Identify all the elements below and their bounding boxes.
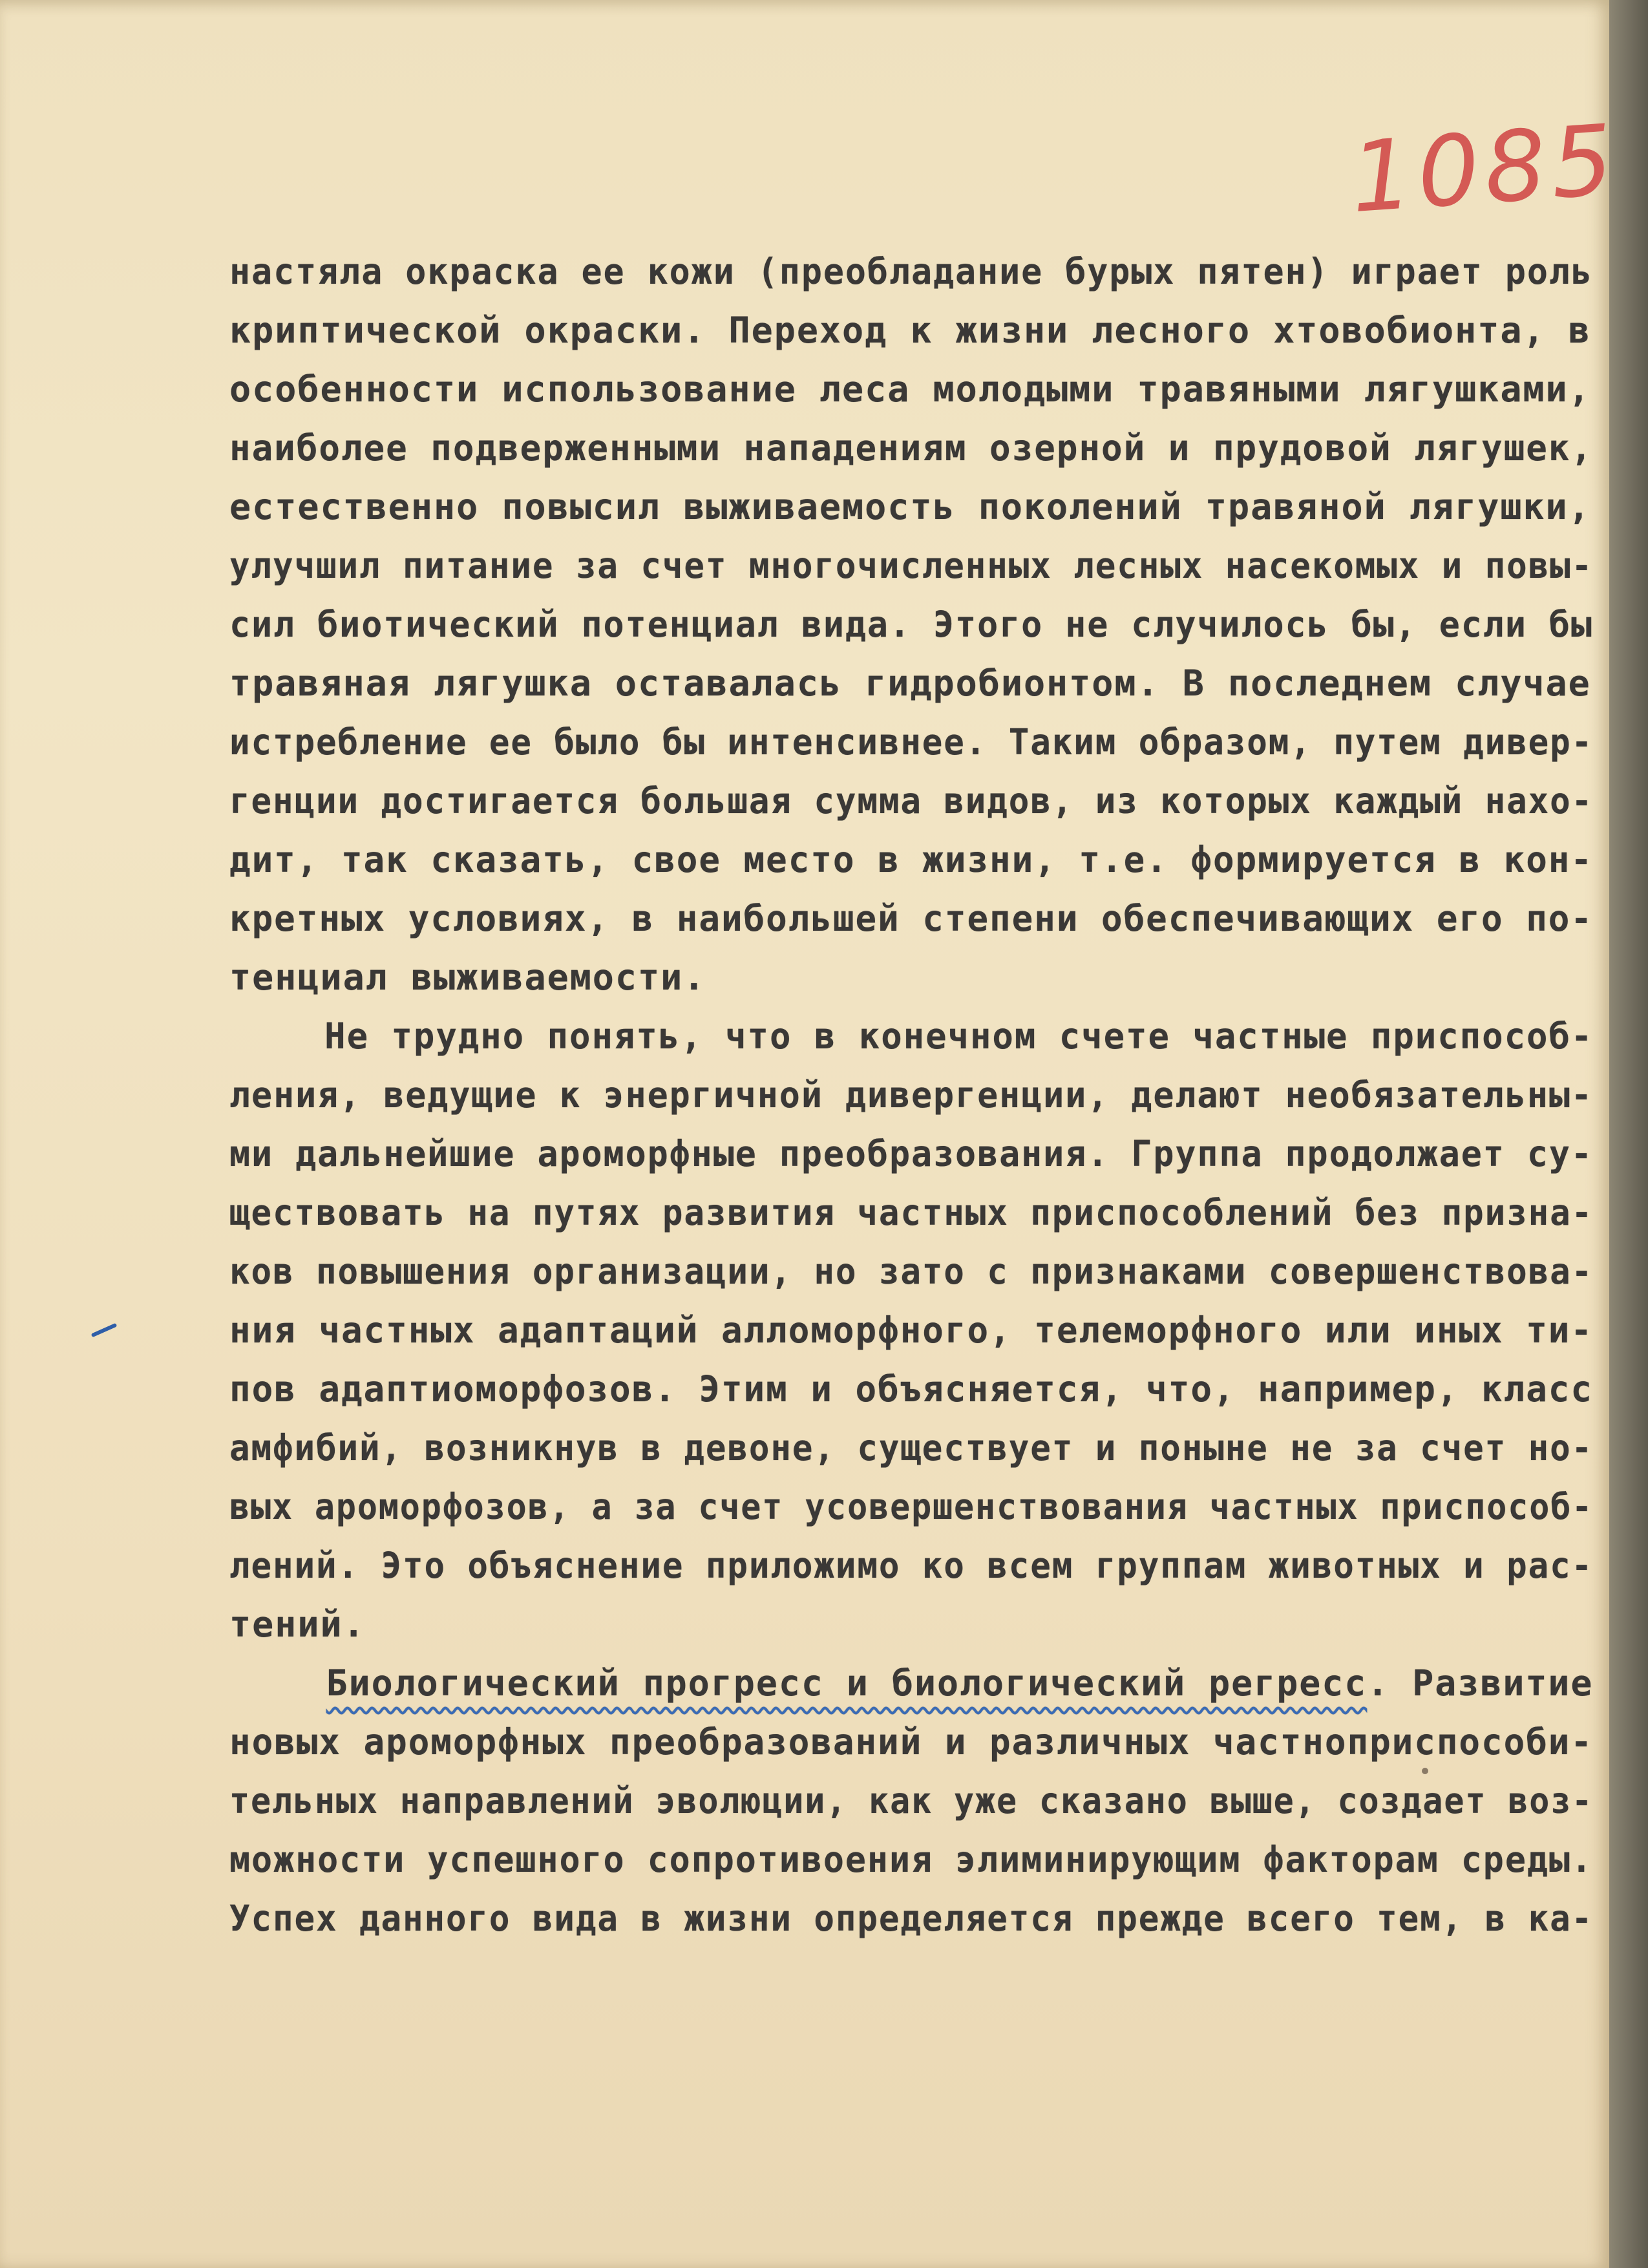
text-line: ми дальнейшие ароморфные преобразования. Группа продолжает су- — [229, 1133, 1593, 1174]
text-line: Успех данного вида в жизни определяется прежде всего тем, в ка- — [229, 1898, 1594, 1939]
text-line: сил биотический потенциал вида. Этого не случилось бы, если бы — [229, 604, 1593, 645]
text-line: можности успешного сопротивоения элиминирующим факторам среды. — [229, 1839, 1593, 1880]
text-line: ков повышения организации, но зато с признаками совершенствова- — [229, 1251, 1594, 1292]
text-line: амфибий, возникнув в девоне, существует и поныне не за счет но- — [229, 1427, 1594, 1468]
text-line: травяная лягушка оставалась гидробионтом. В последнем случае — [229, 662, 1591, 704]
text-line: Не трудно понять, что в конечном счете частные приспособ- — [324, 1015, 1594, 1057]
typewritten-text — [229, 242, 1593, 1948]
text-line: настяла окраска ее кожи (преобладание бурых пятен) играет роль — [229, 251, 1593, 292]
text-line: криптической окраски. Переход к жизни лесного хтовобионта, в — [229, 310, 1591, 351]
text-line: ния частных адаптаций алломорфного, телеморфного или иных ти- — [229, 1309, 1593, 1351]
text-line: особенности использование леса молодыми травяными лягушками, — [229, 368, 1591, 410]
text-line: лений. Это объяснение приложимо ко всем группам животных и рас- — [229, 1545, 1594, 1586]
text-line: генции достигается большая сумма видов, из которых каждый нахо- — [229, 780, 1594, 821]
section-heading: Биологический прогресс и биологический регресс — [326, 1662, 1368, 1704]
text-line: улучшил питание за счет многочисленных лесных насекомых и повы- — [229, 545, 1594, 586]
text-line: истребление ее было бы интенсивнее. Таким образом, путем дивер- — [229, 721, 1594, 763]
text-line: кретных условиях, в наибольшей степени обеспечивающих его по- — [229, 898, 1593, 939]
text-line: тений. — [229, 1604, 366, 1645]
text-line: тенциал выживаемости. — [229, 957, 706, 998]
scan-edge — [1609, 0, 1648, 2268]
ink-dot — [1422, 1768, 1428, 1774]
text-line: пов адаптиоморфозов. Этим и объясняется, что, например, класс — [229, 1368, 1593, 1410]
text-line: ления, ведущие к энергичной дивергенции, делают необязательны- — [229, 1074, 1593, 1116]
text-line: вых ароморфозов, а за счет усовершенствования частных приспособ- — [229, 1486, 1594, 1527]
heading-tail: . Развитие — [1367, 1662, 1594, 1704]
text-line: ществовать на путях развития частных приспособлений без призна- — [229, 1192, 1594, 1233]
text-line: естественно повысил выживаемость поколений травяной лягушки, — [229, 486, 1591, 527]
text-line: дит, так сказать, свое место в жизни, т.е. формируется в кон- — [229, 839, 1593, 880]
folio-number: 1085 — [1347, 103, 1622, 235]
heading-line — [229, 1654, 1594, 1713]
text-line: тельных направлений эволюции, как уже сказано выше, создает воз- — [229, 1780, 1594, 1821]
text-line: новых ароморфных преобразований и различных частноприспособи- — [229, 1721, 1593, 1763]
text-line: наиболее подверженными нападениям озерной и прудовой лягушек, — [229, 427, 1593, 469]
